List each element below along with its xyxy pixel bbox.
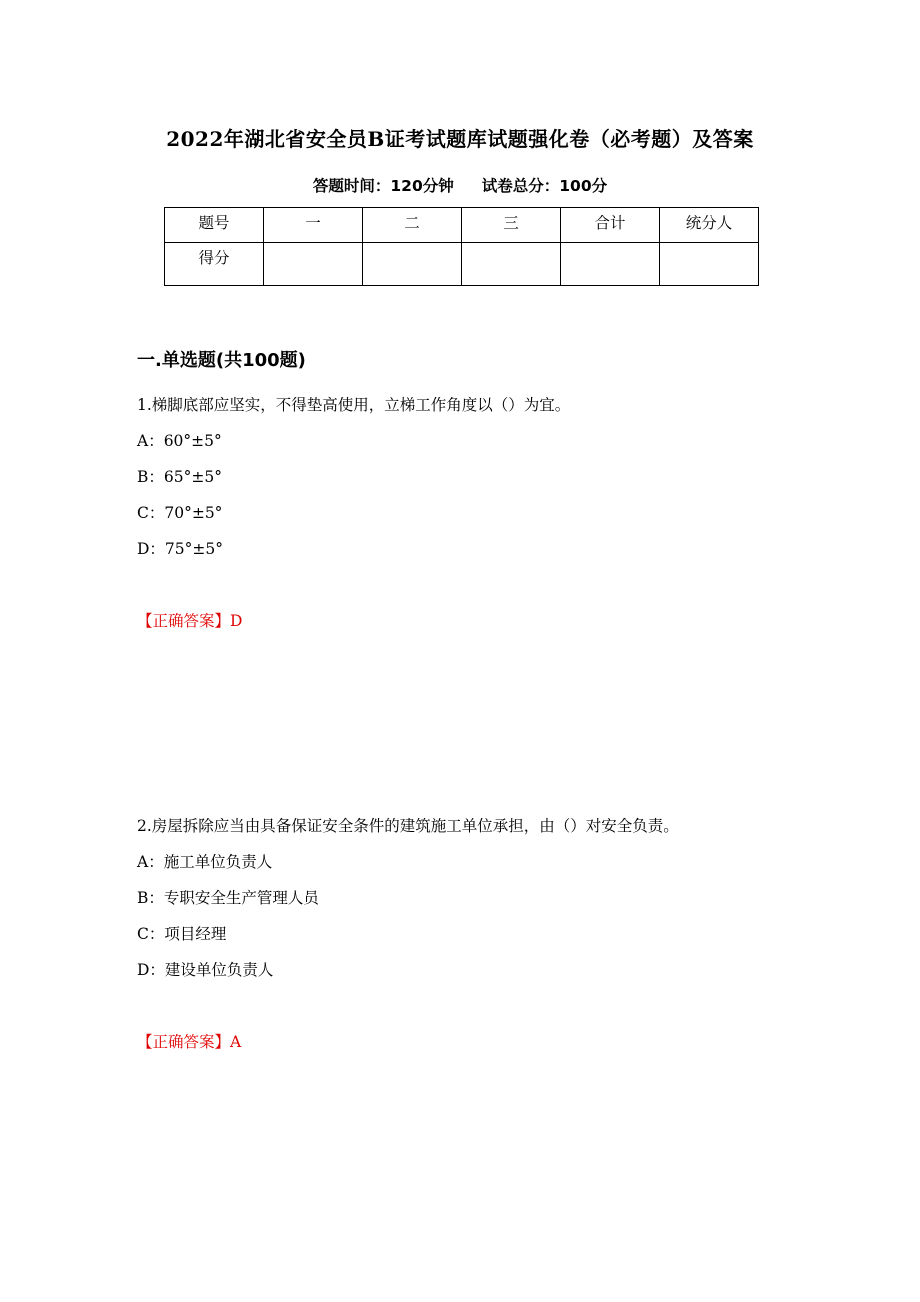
question-text: 2.房屋拆除应当由具备保证安全条件的建筑施工单位承担，由（）对安全负责。 bbox=[137, 817, 679, 835]
score-header-cell: 二 bbox=[363, 208, 462, 243]
score-header-cell: 三 bbox=[462, 208, 561, 243]
option-d: D：75°±5° bbox=[137, 540, 223, 558]
option-b: B：专职安全生产管理人员 bbox=[137, 889, 319, 907]
correct-answer: 【正确答案】D bbox=[137, 612, 243, 630]
score-row-label: 得分 bbox=[165, 243, 264, 286]
score-table-score-row bbox=[165, 243, 759, 286]
score-header-cell: 统分人 bbox=[660, 208, 759, 243]
score-cell bbox=[264, 243, 363, 286]
score-header-cell: 题号 bbox=[165, 208, 264, 243]
section-title: 一.单选题(共100题) bbox=[137, 350, 306, 371]
option-b: B：65°±5° bbox=[137, 468, 222, 486]
score-table-header-row bbox=[165, 208, 759, 243]
exam-meta bbox=[0, 174, 920, 196]
option-c: C：项目经理 bbox=[137, 925, 227, 943]
correct-answer: 【正确答案】A bbox=[137, 1033, 242, 1051]
score-cell bbox=[561, 243, 660, 286]
score-cell bbox=[462, 243, 561, 286]
score-header-cell: 一 bbox=[264, 208, 363, 243]
score-cell bbox=[660, 243, 759, 286]
exam-total-score: 试卷总分：100分 bbox=[481, 177, 608, 195]
exam-time: 答题时间：120分钟 bbox=[312, 177, 454, 195]
page-title: 2022年湖北省安全员B证考试题库试题强化卷（必考题）及答案 bbox=[166, 127, 754, 151]
option-a: A：施工单位负责人 bbox=[137, 853, 273, 871]
option-a: A：60°±5° bbox=[137, 432, 222, 450]
option-d: D：建设单位负责人 bbox=[137, 961, 274, 979]
score-header-cell: 合计 bbox=[561, 208, 660, 243]
question-text: 1.梯脚底部应坚实，不得垫高使用，立梯工作角度以（）为宜。 bbox=[137, 396, 571, 414]
score-cell bbox=[363, 243, 462, 286]
option-c: C：70°±5° bbox=[137, 504, 223, 522]
score-table bbox=[164, 207, 759, 286]
